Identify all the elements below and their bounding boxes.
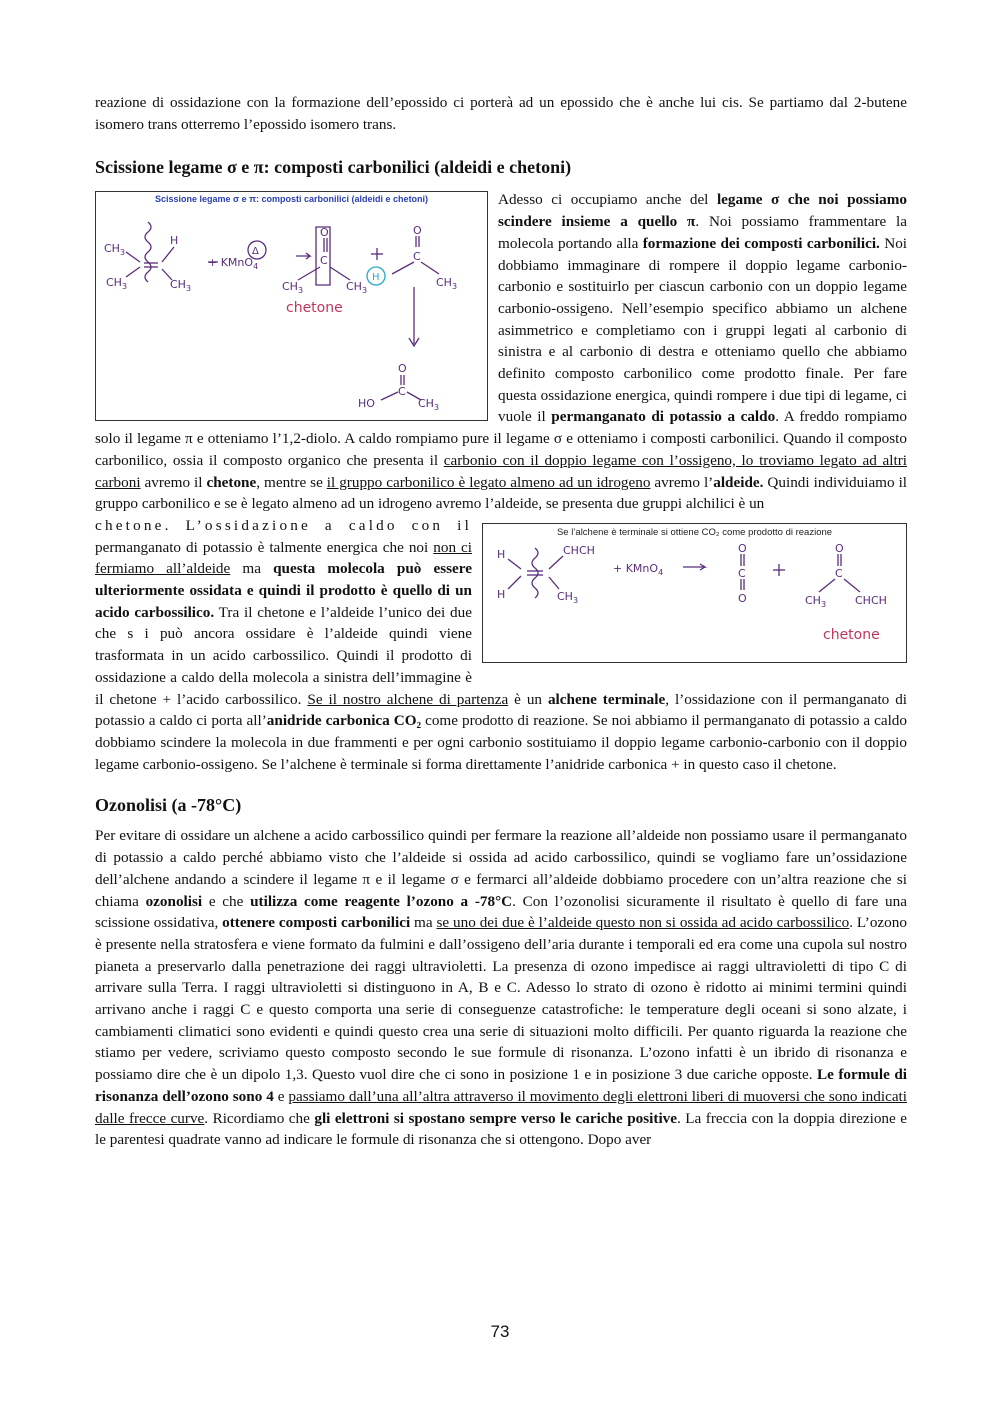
- oxygen-label: O: [738, 541, 747, 555]
- oxygen-label: O: [835, 541, 844, 555]
- section-title-scissione: Scissione legame σ e π: composti carbonilici (aldeidi e chetoni): [95, 157, 572, 178]
- h-label: H: [497, 547, 506, 561]
- paragraph-ozonolisi: Per evitare di ossidare un alchene a acido carbossilico quindi per fermare la reazione all’aldeide non possiamo usare il permanganato di potassio a caldo perché abbiamo visto che l’aldeide si ossida ad acido carbossilico, quindi se vogliamo fare un’ossidazione dell’alchene andando a scindere il legame π e il legame σ e fermarci all’aldeide dobbiamo procedere con un’altra reazione che si chiama ozonolisi e che utilizza come reagente l’ozono a -78°C. Con l’ozonolisi sicuramente il risultato è quello di fare una scissione ossidativa, ottenere composti carbonilici ma se uno dei due è l’aldeide questo non si ossida ad acido carbossilico. L’ozono è presente nella stratosfera e viene formato da fulmini e dall’ossigeno dell’aria durante i temporali ed era come una cupola sul nostro pianeta a preservarlo dalla penetrazione dei raggi ultravioletti. La presenza di ozono impedisce ai raggi ultravioletti di tipo C di arrivare sulla Terra. I raggi ultravioletti si distinguono in A, B e C. Adesso lo strato di ozono è ridotto ai minimi termini quindi arrivano anche i raggi C e questo comporta una serie di conseguenze catastrofiche: le temperature degli oceani si sono alzate, i cambiamenti climatici sono evidenti e quindi questo crea una serie di situazioni molto difficili. Per quanto riguarda la reazione che stiamo per vedere, scriviamo questo composto secondo le sue formule di risonanza. L’ozono infatti è un ibrido di risonanza e possiamo dire che è un dipolo 1,3. Questo vuol dire che ci sono in posizione 1 e in posizione 3 due cariche opposte. Le formule di risonanza dell’ozono sono 4 e passiamo dall’una all’altra attraverso il movimento degli elettroni liberi di muoversi che sono indicati dalle frecce curve. Ricordiamo che gli elettroni si spostano sempre verso le cariche positive. La freccia con la doppia direzione e le parentesi quadrate vanno ad indicare le formule di risonanza che si ottengono. Dopo aver: [95, 827, 907, 1149]
- h-label: H: [372, 272, 380, 284]
- reaction-drawing: [483, 524, 905, 661]
- carbon-label: C: [320, 254, 328, 268]
- carbon-label: C: [738, 566, 746, 580]
- h-label: H: [497, 587, 506, 601]
- ch3-label: $CH_3$: [436, 276, 458, 292]
- document-page: [95, 92, 907, 1151]
- ch2ch3-label: CHCH: [855, 593, 887, 607]
- oxygen-label: O: [398, 362, 407, 376]
- h-label: H: [170, 234, 179, 248]
- page-number: 73: [490, 1322, 510, 1341]
- paragraph-scissione-continued: chetone. L’ossidazione a caldo con il permanganato di potassio è talmente energica che noi non ci fermiamo all’aldeide ma questa molecola può essere ulteriormente ossidata e quindi il prodotto è quello di un acido carbossilico. Tra il chetone e l’aldeide l’unico dei due che s i può ancora ossidare è l’aldeide quindi viene trasformata in un acido carbossilico. Quindi il prodotto di ossidazione a caldo della molecola a sinistra dell’immagine è il chetone + l’acido carbossilico. Se il nostro alchene di partenza è un alchene terminale, l’ossidazione con il permanganato di potassio a caldo ci porta all’anidride carbonica CO₂ come prodotto di reazione. Se noi abbiamo il permanganato di potassio a caldo dobbiamo scindere la molecola in due frammenti e per ogni carbonio sostituiamo il doppio legame carbonio-carbonio con il doppio legame carbonio-ossigeno. Se l’alchene è terminale si forma direttamente l’anidride carbonica + in questo caso il chetone.: [95, 516, 908, 773]
- reagent-label: + KMnO$_4$: [208, 256, 259, 272]
- ch3-label: $CH_3$: [418, 397, 440, 413]
- ch3-label: $CH_3$: [805, 593, 827, 609]
- carbon-label: C: [835, 566, 843, 580]
- reaction-drawing: [96, 192, 486, 419]
- ch3-label: $CH_3$: [557, 589, 579, 605]
- ketone-label: chetone: [286, 300, 343, 317]
- paragraph-scissione: Adesso ci occupiamo anche del legame σ che noi possiamo scindere insieme a quello π. Noi possiamo frammentare la molecola portando alla formazione dei composti carbonilici. Noi dobbiamo immaginare di rompere il doppio legame carbonio-carbonio e sostituirlo per ciascun carbonio con un doppio legame carbonio-ossigeno. Nell’esempio specifico abbiamo un alchene asimmetrico e completiamo con i gruppi legati al carbonio di sinistra e al carbonio di destra e otteniamo quello che abbiamo definito composto carbonilico come prodotto finale. Per fare questa ossidazione energica, quindi rompere i due tipi di legame, ci vuole il permanganato di potassio a caldo. A freddo rompiamo solo il legame π e otteniamo l’1,2-diolo. A caldo rompiamo pure il legame σ e otteniamo i composti carbonilici. Quando il composto carbonilico, ossia il composto organico che presenta il carbonio con il doppio legame con l’ossigeno, lo troviamo legato ad altri carboni avremo il chetone, mentre se il gruppo carbonilico è legato almeno ad un idrogeno avremo l’aldeide. Quindi individuiamo il gruppo carbonilico e se è legato almeno ad un idrogeno avremo l’aldeide, se presenta due gruppi alchilici è un: [95, 191, 908, 513]
- carbon-label: C: [398, 385, 406, 399]
- figure-caption: Se l’alchene è terminale si ottiene CO₂ come prodotto di reazione: [556, 526, 833, 538]
- figure-oxidation-ketone: [95, 191, 488, 421]
- heat-symbol: Δ: [252, 246, 259, 258]
- acid-oh-label: HO: [358, 397, 375, 411]
- section-title-ozonolisi: Ozonolisi (a -78°C): [95, 795, 242, 816]
- ch3-label: $CH_3$: [170, 278, 192, 294]
- figure-caption: Scissione legame σ e π: composti carbonilici (aldeidi e chetoni): [154, 194, 429, 205]
- ch3-label: $CH_3$: [104, 242, 126, 258]
- oxygen-label: O: [738, 591, 747, 605]
- ch2ch3-label: CHCH: [563, 543, 595, 557]
- intro-paragraph: reazione di ossidazione con la formazione dell’epossido ci porterà ad un epossido che è anche lui cis. Se partiamo dal 2-butene isomero trans otterremo l’epossido isomero trans.: [95, 94, 907, 133]
- ch3-label: $CH_3$: [346, 280, 368, 296]
- ch3-label: $CH_3$: [282, 280, 304, 296]
- oxygen-label: O: [413, 224, 422, 238]
- ketone-label: chetone: [823, 626, 880, 643]
- oxygen-label: O: [320, 226, 329, 240]
- ch3-label: $CH_3$: [106, 276, 128, 292]
- reagent-label: + KMnO$_4$: [613, 561, 664, 577]
- carbon-label: C: [413, 250, 421, 264]
- figure-terminal-alkene: [482, 523, 907, 663]
